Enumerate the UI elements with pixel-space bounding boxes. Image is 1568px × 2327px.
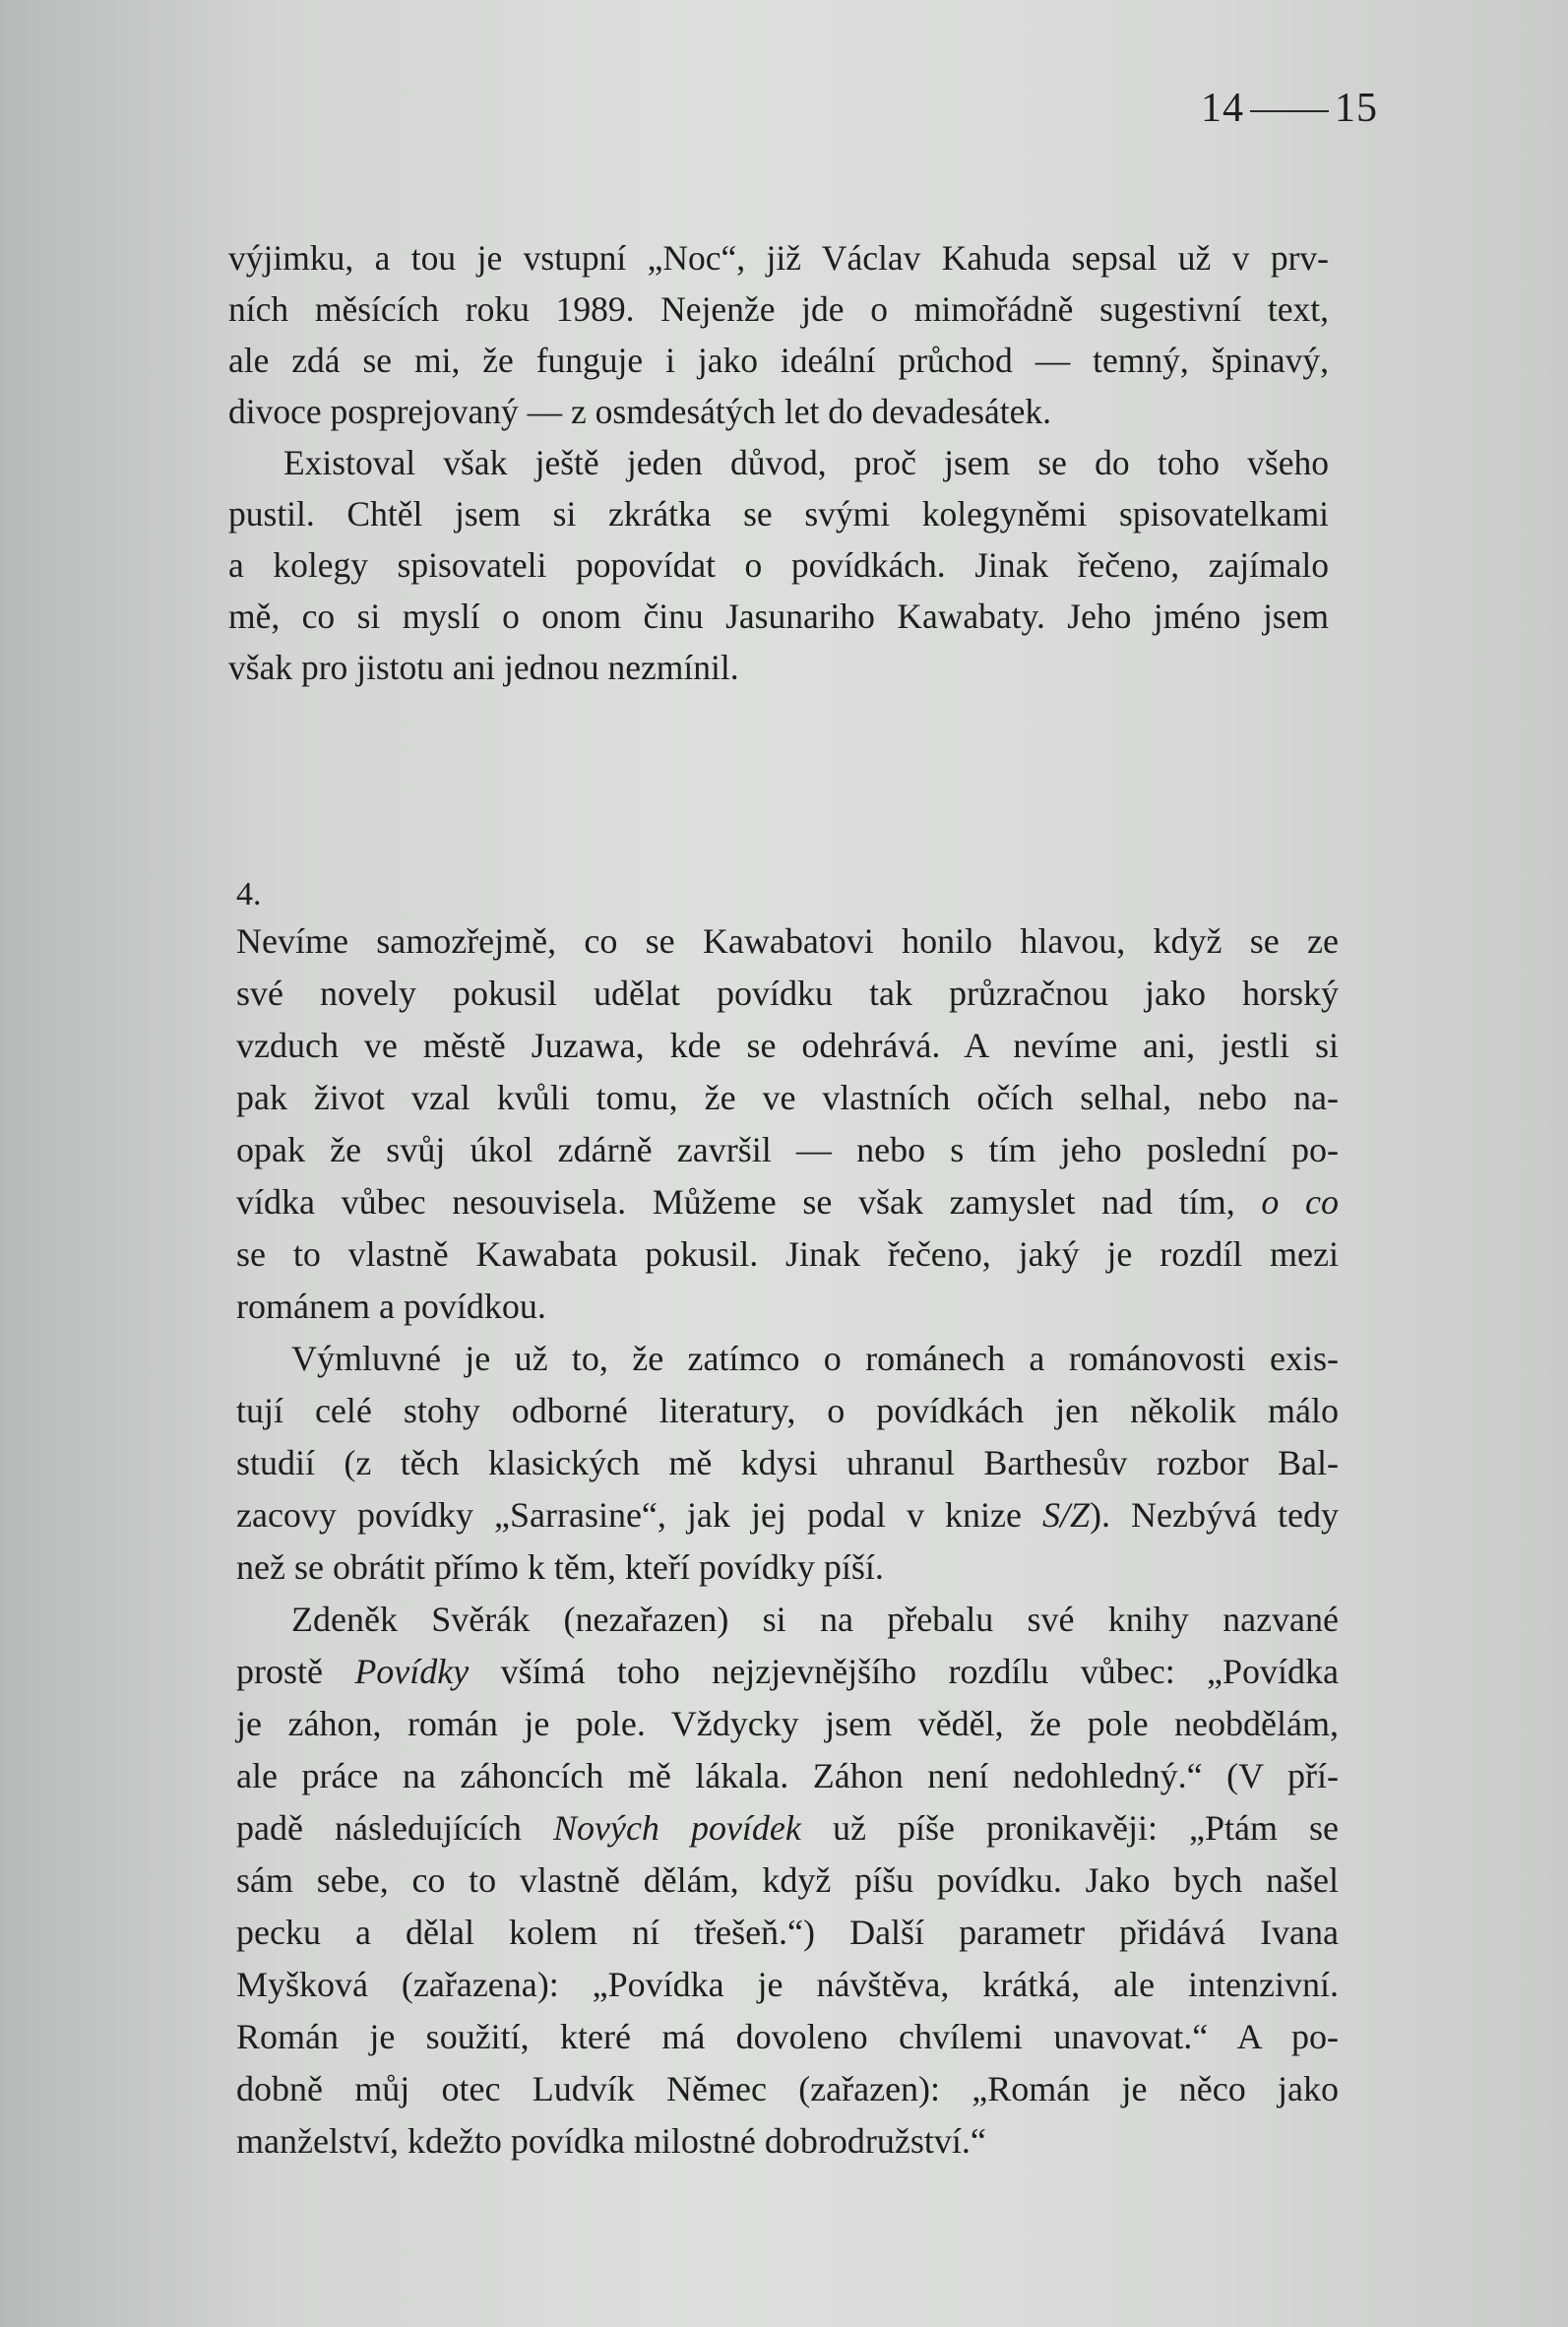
text-line: Román je soužití, které má dovoleno chvílemi unavovat.“ A po- — [236, 2017, 1339, 2056]
text-line: manželství, kdežto povídka milostné dobrodružství.“ — [236, 2121, 986, 2161]
paragraph — [228, 437, 1329, 693]
text-run: všímá toho nejzjevnějšího rozdílu vůbec: „Povídka — [469, 1652, 1340, 1691]
text-line: románem a povídkou. — [236, 1287, 546, 1326]
text-line — [236, 1176, 1339, 1228]
section-number: 4. — [236, 876, 262, 912]
text-line: své novely pokusil udělat povídku tak průzračnou jako horský — [236, 974, 1339, 1013]
text-line — [236, 1646, 1339, 1698]
text-line: pustil. Chtěl jsem si zkrátka se svými kolegyněmi spisovatelkami — [228, 494, 1329, 534]
text-line: tují celé stohy odborné literatury, o povídkách jen několik málo — [236, 1391, 1339, 1430]
text-line: divoce posprejovaný — z osmdesátých let do devadesátek. — [228, 392, 1051, 431]
text-line: dobně můj otec Ludvík Němec (zařazen): „Román je něco jako — [236, 2069, 1339, 2108]
text-line: Nevíme samozřejmě, co se Kawabatovi honilo hlavou, když se ze — [236, 921, 1339, 961]
folio-right-number: 15 — [1335, 86, 1378, 131]
page-folio — [1201, 85, 1378, 132]
text-line: mě, co si myslí o onom činu Jasunariho Kawabaty. Jeho jméno jsem — [228, 597, 1329, 636]
text-line: Zdeněk Svěrák (nezařazen) si na přebalu své knihy nazvané — [291, 1600, 1339, 1639]
text-line: pak život vzal kvůli tomu, že ve vlastních očích selhal, nebo na- — [236, 1078, 1339, 1117]
text-line: je záhon, román je pole. Vždycky jsem věděl, že pole neobdělám, — [236, 1704, 1339, 1743]
text-line: se to vlastně Kawabata pokusil. Jinak řečeno, jaký je rozdíl mezi — [236, 1234, 1339, 1274]
section-text-block — [236, 811, 1339, 2168]
text-run: prostě — [236, 1652, 355, 1691]
paragraph — [236, 1594, 1339, 2168]
text-line: Myšková (zařazena): „Povídka je návštěva, krátká, ale intenzivní. — [236, 1965, 1339, 2004]
text-run: ). Nezbývá tedy — [1090, 1495, 1339, 1535]
text-line — [236, 1489, 1339, 1541]
text-run: už píše pronikavěji: „Ptám se — [800, 1808, 1339, 1848]
italic-run: Povídky — [354, 1652, 470, 1691]
text-run: zacovy povídky „Sarrasine“, jak jej podal v knize — [236, 1495, 1042, 1535]
folio-left-number: 14 — [1201, 86, 1244, 131]
italic-run: S/Z — [1042, 1495, 1091, 1535]
text-line: Existoval však ještě jeden důvod, proč jsem se do toho všeho — [283, 443, 1329, 482]
text-line: ale práce na záhoncích mě lákala. Záhon není nedohledný.“ (V pří- — [236, 1756, 1339, 1795]
text-run: padě následujících — [236, 1808, 553, 1848]
text-line: a kolegy spisovateli popovídat o povídkách. Jinak řečeno, zajímalo — [228, 545, 1329, 585]
text-line: studií (z těch klasických mě kdysi uhranul Barthesův rozbor Bal- — [236, 1443, 1339, 1482]
text-line: vzduch ve městě Juzawa, kde se odehrává. A nevíme ani, jestli si — [236, 1026, 1339, 1065]
text-line: než se obrátit přímo k těm, kteří povídky píší. — [236, 1547, 884, 1587]
text-line: opak že svůj úkol zdárně završil — nebo s tím jeho poslední po- — [236, 1130, 1339, 1169]
text-line: ních měsících roku 1989. Nejenže jde o mimořádně sugestivní text, — [228, 289, 1329, 329]
text-line: však pro jistotu ani jednou nezmínil. — [228, 648, 739, 687]
top-text-block — [228, 232, 1329, 693]
text-line: Výmluvné je už to, že zatímco o románech a románovosti exis- — [291, 1339, 1339, 1378]
text-run: vídka vůbec nesouvisela. Můžeme se však zamyslet nad tím, — [236, 1182, 1262, 1222]
paragraph — [228, 232, 1329, 437]
text-line: ale zdá se mi, že funguje i jako ideální průchod — temný, špinavý, — [228, 341, 1329, 380]
italic-run: o co — [1261, 1182, 1339, 1222]
paragraph — [236, 1333, 1339, 1594]
paragraph — [236, 915, 1339, 1333]
folio-rule — [1250, 110, 1329, 112]
text-line — [236, 1802, 1339, 1855]
text-line: pecku a dělal kolem ní třešeň.“) Další parametr přidává Ivana — [236, 1913, 1339, 1952]
italic-run: Nových povídek — [552, 1808, 801, 1848]
text-line: sám sebe, co to vlastně dělám, když píšu povídku. Jako bych našel — [236, 1860, 1339, 1900]
text-line: výjimku, a tou je vstupní „Noc“, již Václav Kahuda sepsal už v prv- — [228, 238, 1329, 278]
